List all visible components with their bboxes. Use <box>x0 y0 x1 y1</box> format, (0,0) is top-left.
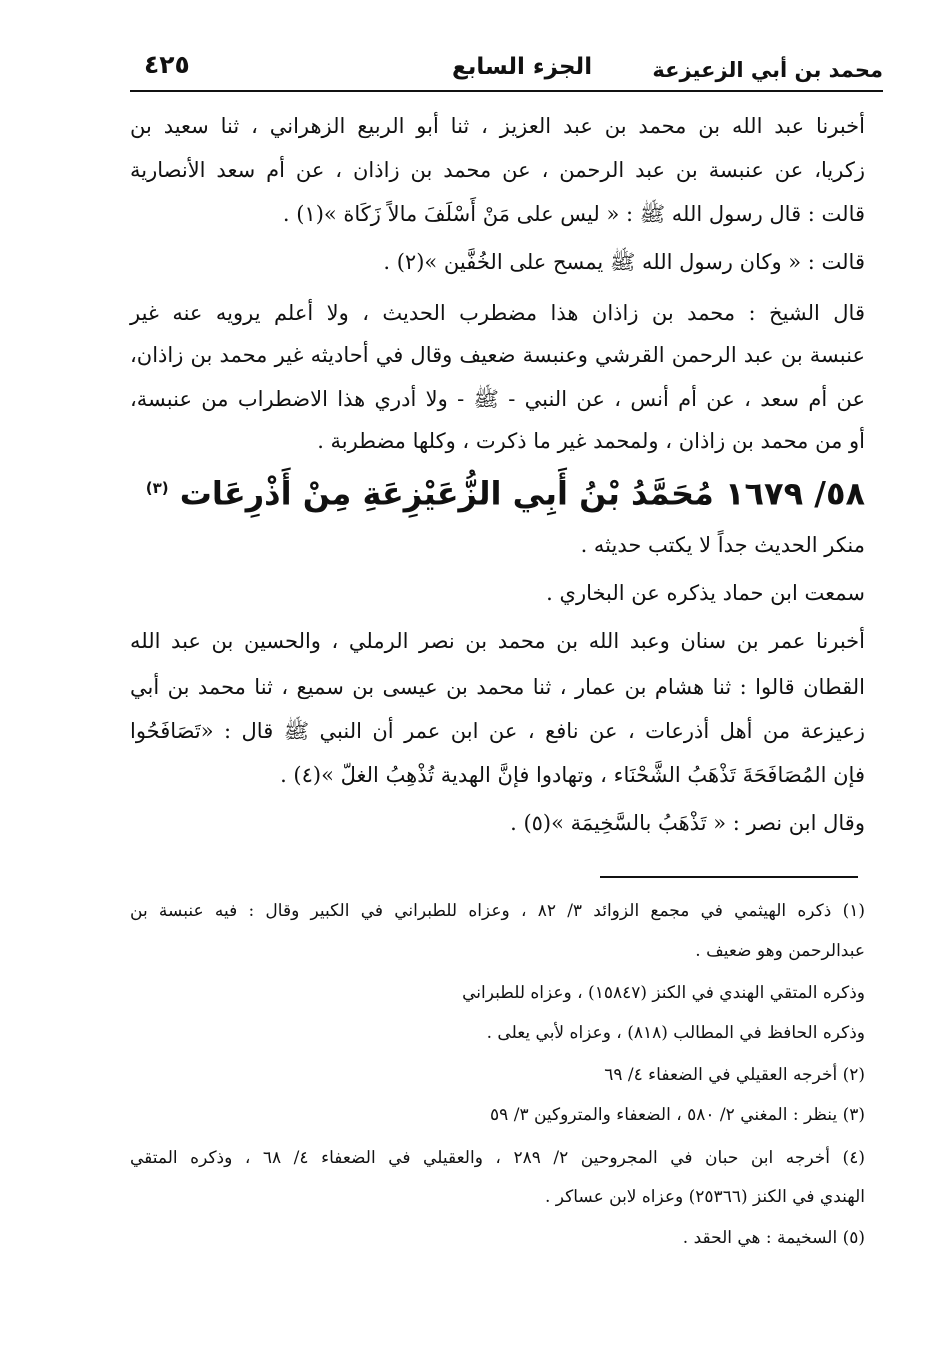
footnote-line: وذكره المتقي الهندي في الكنز (١٥٨٤٧) ، وعزاه للطبراني <box>462 983 865 1003</box>
header-rule <box>130 90 883 92</box>
footnote-line: (٣) ينظر : المغني ٢/ ٥٨٠ ، الضعفاء والمتروكين ٣/ ٥٩ <box>490 1105 865 1125</box>
entry-line: وقال ابن نصر : « تَذْهَبُ بالسَّخِيمَة »(٥) . <box>510 811 865 835</box>
footnote-ref: (٣) <box>145 479 169 497</box>
body-line: زكريا، عن عنبسة بن عبد الرحمن ، عن محمد بن زاذان ، عن أم سعد الأنصارية <box>130 158 865 182</box>
body-line: قالت : « وكان رسول الله ﷺ يمسح على الخُفَّين »(٢) . <box>383 250 865 274</box>
entry-line: منكر الحديث جداً لا يكتب حديثه . <box>580 533 865 557</box>
entry-line: أخبرنا عمر بن سنان وعبد الله بن محمد بن نصر الرملي ، والحسين بن عبد الله <box>130 629 865 653</box>
body-line: عن أم سعد ، عن أم أنس ، عن النبي - ﷺ - ولا أدري هذا الاضطراب من عنبسة، <box>130 387 865 411</box>
body-line: عنبسة بن عبد الرحمن القرشي وعنبسة ضعيف وقال في أحاديثه غير محمد بن زاذان، <box>130 343 865 367</box>
entry-line: سمعت ابن حماد يذكره عن البخاري . <box>546 581 865 605</box>
entry-line: القطان قالوا : ثنا هشام بن عمار ، ثنا محمد بن عيسى بن سميع ، ثنا محمد بن أبي <box>130 675 865 699</box>
entry-heading <box>145 466 865 516</box>
entry-heading-text: ٥٨/ ١٦٧٩ مُحَمَّدُ بْنُ أَبِي الزُّعَيْزِعَةِ مِنْ أَذْرِعَات <box>179 474 865 513</box>
running-head-volume: الجزء السابع <box>452 54 593 80</box>
entry-line: فإن المُصَافَحَةَ تَذْهَبُ الشَّحْنَاء ، وتهادوا فإنَّ الهدية تُذْهِبُ الغلّ »(٤) . <box>280 763 865 787</box>
footnote-rule <box>600 876 858 878</box>
running-head <box>130 48 883 84</box>
entry-line: زعيزعة من أهل أذرعات ، عن نافع ، عن ابن عمر أن النبي ﷺ قال : «تَصَافَحُوا <box>130 719 865 743</box>
body-line: قال الشيخ : محمد بن زاذان هذا مضطرب الحديث ، ولا أعلم يرويه عنه غير <box>130 301 865 325</box>
footnote-line: (٥) السخيمة : هي الحقد . <box>682 1228 865 1248</box>
footnote-line: (٤) أخرجه ابن حبان في المجروحين ٢/ ٢٨٩ ، والعقيلي في الضعفاء ٤/ ٦٨ ، وذكره المتقي <box>130 1148 865 1168</box>
footnote-line: (١) ذكره الهيثمي في مجمع الزوائد ٣/ ٨٢ ، وعزاه للطبراني في الكبير وقال : فيه عنبسة بن <box>130 901 865 921</box>
body-line: قالت : قال رسول الله ﷺ : « ليس على مَنْ أَسْلَفَ مالاً زَكَاة »(١) . <box>282 202 865 226</box>
body-line: أو من محمد بن زاذان ، ولمحمد غير ما ذكرت ، وكلها مضطربة . <box>317 429 865 453</box>
running-head-author: محمد بن أبي الزعيزعة <box>652 58 883 82</box>
footnote-line: عبدالرحمن وهو ضعيف . <box>695 941 865 961</box>
footnote-line: (٢) أخرجه العقيلي في الضعفاء ٤/ ٦٩ <box>604 1065 865 1085</box>
page-number: ٤٢٥ <box>144 50 190 79</box>
body-line: أخبرنا عبد الله بن محمد بن عبد العزيز ، ثنا أبو الربيع الزهراني ، ثنا سعيد بن <box>130 114 865 138</box>
footnote-line: وذكره الحافظ في المطالب (٨١٨) ، وعزاه لأبي يعلى . <box>486 1023 865 1043</box>
footnote-line: الهندي في الكنز (٢٥٣٦٦) وعزاه لابن عساكر . <box>544 1187 865 1207</box>
